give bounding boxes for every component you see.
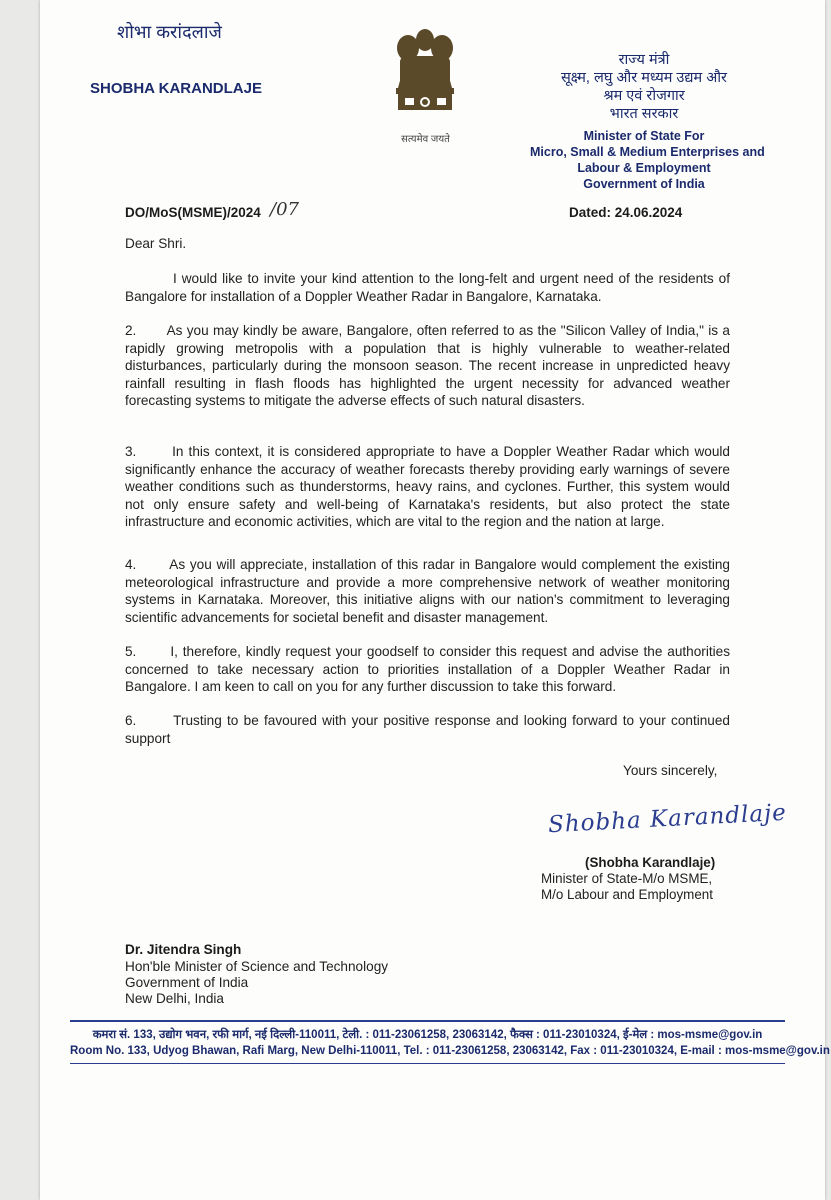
- dated: Dated: 24.06.2024: [569, 205, 683, 220]
- recipient-line-1: Hon'ble Minister of Science and Technology: [125, 959, 389, 974]
- title-hindi-4: भारत सरकार: [609, 106, 679, 122]
- recipient-line-2: Government of India: [125, 975, 249, 990]
- paragraph-6: [125, 712, 730, 747]
- footer-rule: [70, 1020, 785, 1022]
- paragraph-5-text: 5. I, therefore, kindly request your goodself to consider this request and advise the authorities concerned to take necessary action to priorities installation of a Doppler Weather Radar in Bangalore. I am keen to call on you for any further discussion to take this forward.: [125, 644, 730, 694]
- signatory-name: (Shobha Karandlaje): [585, 855, 716, 870]
- signatory-title-1: Minister of State-M/o MSME,: [541, 871, 713, 886]
- title-hindi-2: सूक्ष्म, लघु और मध्यम उद्यम और: [561, 70, 727, 86]
- handwritten-number: /07: [270, 199, 299, 220]
- footer-english: Room No. 133, Udyog Bhawan, Rafi Marg, New Delhi-110011, Tel. : 011-23061258, 23063142, Fax : 011-23010324, E-mail : mos-msme@gov.in: [70, 1045, 830, 1057]
- name-hindi: शोभा करांदलाजे: [117, 22, 222, 42]
- paragraph-4-text: 4. As you will appreciate, installation of this radar in Bangalore would complement the existing meteorological infrastructure and provide a more comprehensive network of weather monitoring systems in Karnataka. Moreover, this initiative aligns with our nation's commitment to leveraging scientific advancements for societal benefit and disaster management.: [125, 557, 730, 625]
- recipient-name: Dr. Jitendra Singh: [125, 942, 242, 957]
- paragraph-4: [125, 556, 730, 626]
- title-english-3: Labour & Employment: [577, 161, 711, 175]
- paragraph-1: [125, 270, 730, 305]
- name-english: SHOBHA KARANDLAJE: [90, 80, 262, 97]
- paragraph-1-text: I would like to invite your kind attention to the long-felt and urgent need of the residents of Bangalore for installation of a Doppler Weather Radar in Bangalore, Karnataka.: [125, 271, 730, 304]
- reference-number: DO/MoS(MSME)/2024: [125, 205, 261, 220]
- title-english-2: Micro, Small & Medium Enterprises and: [530, 145, 765, 159]
- valediction: Yours sincerely,: [623, 763, 718, 778]
- signatory-title-2: M/o Labour and Employment: [541, 887, 713, 902]
- title-hindi-1: राज्य मंत्री: [618, 52, 670, 68]
- footer-hindi: कमरा सं. 133, उद्योग भवन, रफी मार्ग, नई दिल्ली-110011, टेली. : 011-23061258, 23063142, फैक्स : 011-23010324, ई-मेल : mos-msme@gov.in: [92, 1029, 763, 1041]
- lion-capital-icon: [388, 26, 463, 131]
- title-english-1: Minister of State For: [583, 129, 705, 143]
- paragraph-2-text: 2. As you may kindly be aware, Bangalore, often referred to as the "Silicon Valley of India," is a rapidly growing metropolis with a population that is highly vulnerable to weather-related disturbances, particularly during the monsoon season. The recent increase in unpredicted heavy rainfall resulting in flash floods has highlighted the urgent necessity for advanced weather forecasting systems to mitigate the adverse effects of such natural disasters.: [125, 323, 730, 408]
- signature: Shobha Karandlaje: [547, 799, 788, 839]
- footer-rule-bottom: [70, 1063, 785, 1064]
- recipient-line-3: New Delhi, India: [125, 991, 224, 1006]
- emblem-motto: सत्यमेव जयते: [401, 134, 450, 145]
- title-hindi-3: श्रम एवं रोजगार: [603, 88, 685, 104]
- title-english-4: Government of India: [583, 177, 705, 191]
- paragraph-3-text: 3. In this context, it is considered appropriate to have a Doppler Weather Radar which would significantly enhance the accuracy of weather forecasts thereby providing early warnings of severe weather conditions such as thunderstorms, heavy rains, and cyclones. Further, this system would not only ensure safety and well-being of Karnataka's residents, but also protect the state infrastructure and economic activities, which are vital to the region and the nation at large.: [125, 444, 730, 529]
- national-emblem: [388, 26, 463, 131]
- paragraph-3: [125, 443, 730, 531]
- paragraph-2: [125, 322, 730, 410]
- paragraph-6-text: 6. Trusting to be favoured with your positive response and looking forward to your continued support: [125, 713, 730, 746]
- salutation: Dear Shri.: [125, 236, 187, 251]
- paragraph-5: [125, 643, 730, 696]
